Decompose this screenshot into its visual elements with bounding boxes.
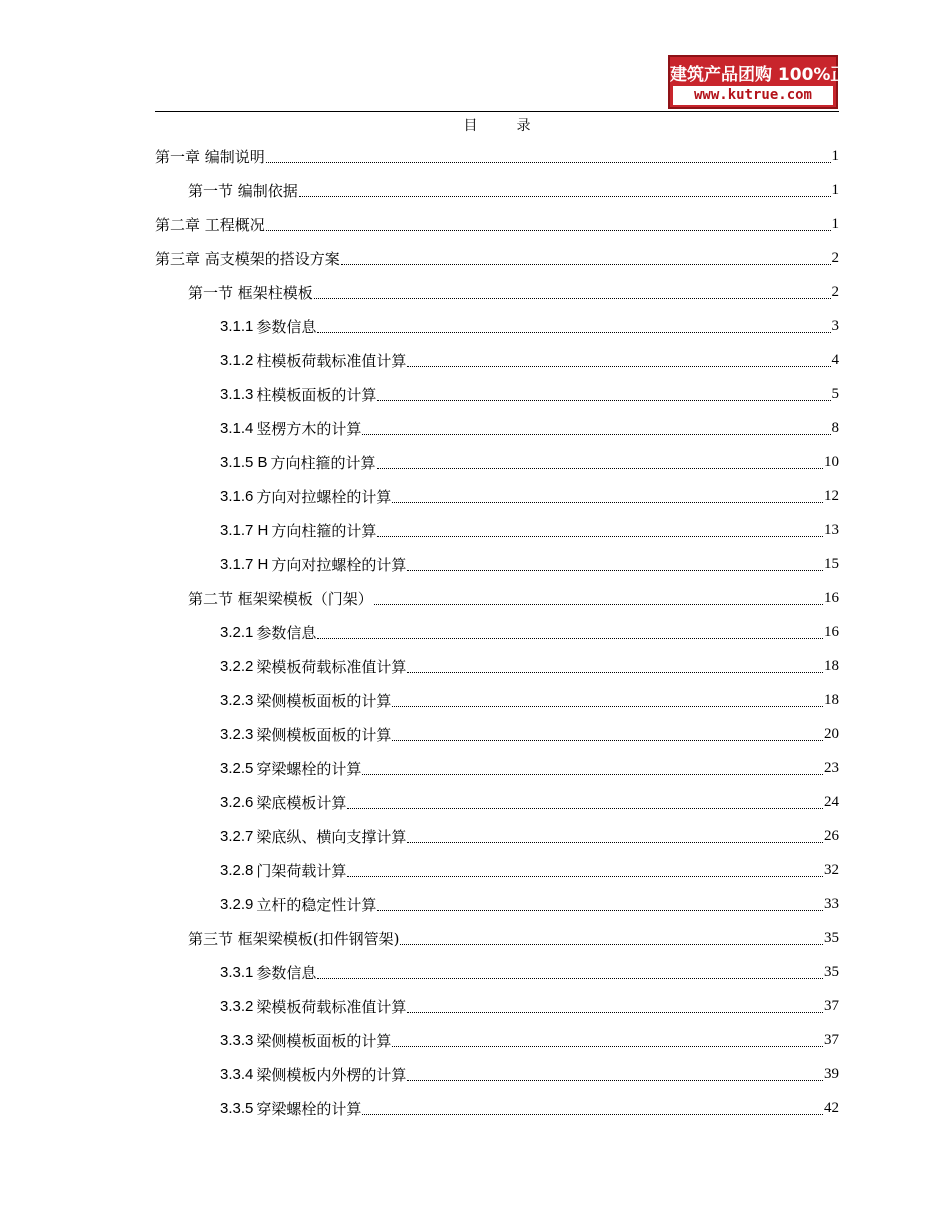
toc-entry-label: 柱模板荷载标准值计算 — [256, 351, 407, 370]
toc-entry-page: 15 — [824, 555, 839, 572]
toc-leader-dots — [347, 876, 823, 877]
toc-entry-number: 3.1.4 — [220, 419, 254, 437]
toc-entry[interactable] — [155, 649, 839, 683]
toc-leader-dots — [400, 944, 823, 945]
toc-entry-page: 16 — [824, 623, 839, 640]
toc-entry-label: 第三节 框架梁模板(扣件钢管架) — [188, 929, 400, 948]
stamp-url: www.kutrue.com — [673, 86, 833, 105]
toc-entry-page: 39 — [824, 1065, 839, 1082]
toc-entry[interactable] — [155, 173, 839, 207]
table-of-contents — [155, 139, 839, 1125]
toc-entry-label: 穿梁螺栓的计算 — [256, 759, 362, 778]
toc-entry-label: 参数信息 — [256, 317, 317, 336]
toc-entry-label: 第二章 工程概况 — [155, 215, 265, 234]
toc-entry-label: 方向柱箍的计算 — [271, 521, 377, 540]
toc-entry-page: 35 — [824, 929, 839, 946]
toc-leader-dots — [341, 264, 831, 265]
toc-entry[interactable] — [155, 377, 839, 411]
toc-entry-number: 3.2.2 — [220, 657, 254, 675]
toc-entry-page: 24 — [824, 793, 839, 810]
toc-entry-label: 竖楞方木的计算 — [256, 419, 362, 438]
toc-entry-page: 35 — [824, 963, 839, 980]
toc-entry-page: 2 — [831, 249, 839, 266]
toc-entry-page: 37 — [824, 1031, 839, 1048]
toc-leader-dots — [407, 842, 823, 843]
toc-entry-number: 3.2.3 — [220, 725, 254, 743]
toc-entry-label: 梁模板荷载标准值计算 — [256, 997, 407, 1016]
toc-entry-number: 3.1.7 H — [220, 521, 269, 539]
toc-entry-number: 3.3.1 — [220, 963, 254, 981]
toc-entry-page: 42 — [824, 1099, 839, 1116]
toc-entry[interactable] — [155, 1023, 839, 1057]
toc-entry-label: 第三章 高支模架的搭设方案 — [155, 249, 340, 268]
toc-entry[interactable] — [155, 547, 839, 581]
toc-leader-dots — [407, 672, 823, 673]
toc-entry-number: 3.3.2 — [220, 997, 254, 1015]
logo-stamp — [668, 55, 865, 109]
toc-entry-page: 1 — [831, 215, 839, 232]
toc-leader-dots — [374, 604, 823, 605]
toc-leader-dots — [377, 468, 823, 469]
toc-entry-label: 第一节 编制依据 — [188, 181, 298, 200]
toc-leader-dots — [377, 910, 823, 911]
toc-entry[interactable] — [155, 921, 839, 955]
toc-entry[interactable] — [155, 819, 839, 853]
toc-leader-dots — [317, 638, 823, 639]
toc-entry-label: 穿梁螺栓的计算 — [256, 1099, 362, 1118]
toc-entry-number: 3.2.3 — [220, 691, 254, 709]
toc-entry[interactable] — [155, 479, 839, 513]
toc-entry-page: 2 — [831, 283, 839, 300]
toc-leader-dots — [407, 570, 823, 571]
toc-entry[interactable] — [155, 343, 839, 377]
toc-entry-page: 8 — [831, 419, 839, 436]
toc-leader-dots — [377, 536, 823, 537]
toc-entry[interactable] — [155, 241, 839, 275]
toc-leader-dots — [299, 196, 831, 197]
toc-leader-dots — [407, 1012, 823, 1013]
toc-entry-label: 第一章 编制说明 — [155, 147, 265, 166]
toc-entry-page: 18 — [824, 657, 839, 674]
toc-entry[interactable] — [155, 887, 839, 921]
toc-entry-page: 1 — [831, 147, 839, 164]
toc-entry-label: 参数信息 — [256, 623, 317, 642]
toc-entry-number: 3.1.3 — [220, 385, 254, 403]
toc-entry-label: 立杆的稳定性计算 — [256, 895, 377, 914]
toc-entry-label: 梁底模板计算 — [256, 793, 347, 812]
toc-entry-label: 方向对拉螺栓的计算 — [256, 487, 392, 506]
toc-entry-page: 1 — [831, 181, 839, 198]
toc-title-char-2: 录 — [516, 118, 531, 134]
toc-entry[interactable] — [155, 1091, 839, 1125]
toc-entry-label: 柱模板面板的计算 — [256, 385, 377, 404]
toc-entry[interactable] — [155, 513, 839, 547]
toc-entry-label: 梁模板荷载标准值计算 — [256, 657, 407, 676]
toc-entry-page: 32 — [824, 861, 839, 878]
toc-entry-number: 3.1.2 — [220, 351, 254, 369]
toc-entry-page: 23 — [824, 759, 839, 776]
toc-entry-number: 3.2.5 — [220, 759, 254, 777]
toc-entry[interactable] — [155, 785, 839, 819]
toc-entry[interactable] — [155, 717, 839, 751]
toc-entry-page: 18 — [824, 691, 839, 708]
toc-entry-page: 13 — [824, 521, 839, 538]
toc-leader-dots — [362, 1114, 823, 1115]
toc-leader-dots — [377, 400, 830, 401]
toc-entry-label: 第一节 框架柱模板 — [188, 283, 313, 302]
toc-entry[interactable] — [155, 139, 839, 173]
toc-entry[interactable] — [155, 955, 839, 989]
toc-leader-dots — [392, 740, 823, 741]
toc-entry-page: 5 — [831, 385, 839, 402]
toc-entry[interactable] — [155, 615, 839, 649]
toc-leader-dots — [392, 502, 823, 503]
toc-leader-dots — [266, 162, 831, 163]
toc-leader-dots — [392, 1046, 823, 1047]
toc-entry[interactable] — [155, 1057, 839, 1091]
toc-entry-page: 4 — [831, 351, 839, 368]
toc-entry-page: 12 — [824, 487, 839, 504]
toc-leader-dots — [347, 808, 823, 809]
toc-entry-number: 3.1.1 — [220, 317, 254, 335]
toc-entry-number: 3.3.5 — [220, 1099, 254, 1117]
toc-entry-label: 方向柱箍的计算 — [270, 453, 376, 472]
stamp-text: 建筑产品团购 100%正品 — [670, 65, 865, 85]
toc-entry-page: 33 — [824, 895, 839, 912]
toc-entry-page: 3 — [831, 317, 839, 334]
toc-entry-page: 10 — [824, 453, 839, 470]
toc-entry[interactable] — [155, 275, 839, 309]
toc-leader-dots — [362, 774, 823, 775]
toc-entry-label: 第二节 框架梁模板（门架） — [188, 589, 373, 608]
toc-entry[interactable] — [155, 309, 839, 343]
toc-entry-page: 26 — [824, 827, 839, 844]
toc-entry-number: 3.1.7 H — [220, 555, 269, 573]
toc-entry-label: 参数信息 — [256, 963, 317, 982]
toc-entry-label: 梁侧模板面板的计算 — [256, 1031, 392, 1050]
toc-entry-number: 3.1.6 — [220, 487, 254, 505]
toc-entry-number: 3.2.1 — [220, 623, 254, 641]
header-rule — [155, 111, 839, 112]
toc-leader-dots — [317, 978, 823, 979]
toc-entry-page: 20 — [824, 725, 839, 742]
toc-leader-dots — [317, 332, 830, 333]
toc-entry-number: 3.1.5 B — [220, 453, 268, 471]
toc-entry-label: 方向对拉螺栓的计算 — [271, 555, 407, 574]
toc-entry-label: 梁侧模板内外楞的计算 — [256, 1065, 407, 1084]
toc-leader-dots — [362, 434, 830, 435]
toc-entry-number: 3.3.4 — [220, 1065, 254, 1083]
toc-entry-page: 37 — [824, 997, 839, 1014]
toc-entry-label: 梁侧模板面板的计算 — [256, 725, 392, 744]
toc-title — [155, 116, 839, 136]
toc-entry[interactable] — [155, 989, 839, 1023]
toc-entry[interactable] — [155, 683, 839, 717]
toc-entry-number: 3.2.8 — [220, 861, 254, 879]
toc-entry-number: 3.3.3 — [220, 1031, 254, 1049]
toc-leader-dots — [314, 298, 831, 299]
toc-entry-number: 3.2.7 — [220, 827, 254, 845]
toc-entry[interactable] — [155, 411, 839, 445]
toc-entry-number: 3.2.6 — [220, 793, 254, 811]
toc-entry-page: 16 — [824, 589, 839, 606]
toc-leader-dots — [392, 706, 823, 707]
toc-entry[interactable] — [155, 853, 839, 887]
toc-entry-label: 门架荷载计算 — [256, 861, 347, 880]
toc-entry[interactable] — [155, 581, 839, 615]
toc-entry-label: 梁底纵、横向支撑计算 — [256, 827, 407, 846]
toc-entry-number: 3.2.9 — [220, 895, 254, 913]
toc-leader-dots — [407, 366, 830, 367]
toc-entry[interactable] — [155, 751, 839, 785]
toc-entry[interactable] — [155, 207, 839, 241]
toc-leader-dots — [266, 230, 831, 231]
toc-leader-dots — [407, 1080, 823, 1081]
toc-title-char-1: 目 — [463, 118, 478, 134]
toc-entry-label: 梁侧模板面板的计算 — [256, 691, 392, 710]
toc-entry[interactable] — [155, 445, 839, 479]
